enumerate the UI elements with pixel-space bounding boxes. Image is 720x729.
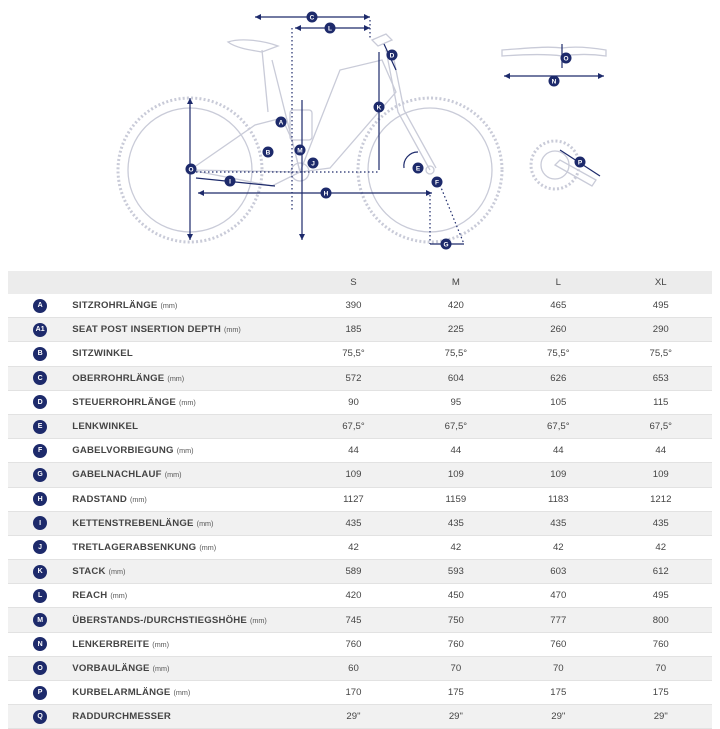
- badge-cell: [8, 342, 72, 366]
- value-size-l: 109: [507, 463, 609, 487]
- value-size-m: 750: [405, 608, 507, 632]
- header-size-l: L: [507, 271, 609, 294]
- measurement-label: GABELNACHLAUF: [72, 469, 162, 481]
- value-size-xl: 495: [610, 294, 713, 318]
- table-row: [8, 681, 712, 705]
- value-size-s: 589: [302, 560, 404, 584]
- measurement-label: SITZWINKEL: [72, 348, 133, 360]
- value-size-xl: 115: [610, 390, 713, 414]
- measurement-badge: I: [33, 516, 47, 530]
- measurement-label: SITZROHRLÄNGE: [72, 300, 158, 312]
- value-size-l: 465: [507, 294, 609, 318]
- table-row: [8, 318, 712, 342]
- value-size-xl: 290: [610, 318, 713, 342]
- marker-i: [225, 176, 236, 187]
- measurement-badge: F: [33, 444, 47, 458]
- value-size-xl: 70: [610, 656, 713, 680]
- value-size-s: 760: [302, 632, 404, 656]
- marker-f: [432, 177, 443, 188]
- table-row: [8, 656, 712, 680]
- value-size-l: 70: [507, 656, 609, 680]
- svg-text:L: L: [328, 25, 332, 33]
- marker-p: [575, 157, 586, 168]
- measurement-label-cell: [72, 535, 302, 559]
- svg-text:G: G: [443, 241, 449, 249]
- svg-text:N: N: [551, 78, 557, 86]
- table-row: [8, 705, 712, 729]
- measurement-label-cell: [72, 560, 302, 584]
- value-size-xl: 653: [610, 366, 713, 390]
- value-size-s: 109: [302, 463, 404, 487]
- svg-text:K: K: [376, 104, 382, 112]
- badge-cell: [8, 463, 72, 487]
- value-size-s: 435: [302, 511, 404, 535]
- value-size-s: 44: [302, 439, 404, 463]
- table-row: [8, 342, 712, 366]
- badge-cell: [8, 535, 72, 559]
- header-label: [72, 271, 302, 294]
- measurement-badge: E: [33, 420, 47, 434]
- badge-cell: [8, 608, 72, 632]
- measurement-unit: (mm): [179, 397, 196, 407]
- header-badge: [8, 271, 72, 294]
- measurement-unit: (mm): [152, 639, 170, 649]
- value-size-s: 420: [302, 584, 404, 608]
- value-size-m: 67,5°: [405, 414, 507, 438]
- measurement-label-cell: [72, 390, 302, 414]
- badge-cell: [8, 439, 72, 463]
- value-size-m: 435: [405, 511, 507, 535]
- value-size-m: 604: [405, 366, 507, 390]
- measurement-label-cell: [72, 705, 302, 729]
- value-size-m: 70: [405, 656, 507, 680]
- table-row: [8, 560, 712, 584]
- measurement-unit: (mm): [108, 567, 126, 577]
- table-row: [8, 439, 712, 463]
- value-size-l: 626: [507, 366, 609, 390]
- measurement-label-cell: [72, 463, 302, 487]
- value-size-s: 42: [302, 535, 404, 559]
- measurement-label: ÜBERSTANDS-/DURCHSTIEGSHÖHE: [72, 614, 247, 626]
- measurement-label-cell: [72, 366, 302, 390]
- measurement-unit: (mm): [250, 615, 267, 625]
- measurement-label-cell: [72, 294, 302, 318]
- value-size-m: 109: [405, 463, 507, 487]
- measurement-label: TRETLAGERABSENKUNG: [72, 541, 197, 553]
- measurement-label-cell: [72, 632, 302, 656]
- bike-drawing: [118, 34, 606, 242]
- value-size-m: 175: [405, 681, 507, 705]
- table-row: [8, 366, 712, 390]
- table-row: [8, 535, 712, 559]
- svg-text:P: P: [577, 159, 583, 167]
- marker-b: [263, 147, 274, 158]
- measurement-label: LENKERBREITE: [72, 638, 150, 650]
- value-size-s: 170: [302, 681, 404, 705]
- measurement-badge: B: [33, 347, 47, 361]
- badge-cell: [8, 656, 72, 680]
- badge-cell: [8, 511, 72, 535]
- measurement-unit: (mm): [199, 542, 217, 552]
- measurement-label: LENKWINKEL: [72, 421, 139, 433]
- measurement-label: KURBELARMLÄNGE: [72, 687, 171, 699]
- measurement-badge: P: [33, 686, 47, 700]
- measurement-badge: G: [33, 468, 47, 482]
- badge-cell: [8, 318, 72, 342]
- value-size-m: 1159: [405, 487, 507, 511]
- value-size-l: 470: [507, 584, 609, 608]
- badge-cell: [8, 681, 72, 705]
- marker-j: [308, 158, 319, 169]
- svg-text:B: B: [265, 149, 271, 157]
- measurement-badge: M: [33, 613, 47, 627]
- marker-h: [321, 188, 332, 199]
- value-size-l: 105: [507, 390, 609, 414]
- svg-text:O: O: [188, 166, 194, 174]
- measurement-unit: (mm): [173, 688, 191, 698]
- measurement-label-cell: [72, 414, 302, 438]
- marker-e: [413, 163, 424, 174]
- measurement-label: STACK: [72, 566, 106, 578]
- geometry-diagram: [0, 0, 720, 262]
- measurement-badge: H: [33, 492, 47, 506]
- measurement-label: STEUERROHRLÄNGE: [72, 396, 177, 408]
- measurement-label-cell: [72, 439, 302, 463]
- badge-cell: [8, 632, 72, 656]
- measurement-badge: N: [33, 637, 47, 651]
- measurement-unit: (mm): [176, 446, 194, 456]
- measurement-badge: C: [33, 371, 47, 385]
- value-size-l: 175: [507, 681, 609, 705]
- measurement-badge: Q: [33, 710, 47, 724]
- measurement-label: OBERROHRLÄNGE: [72, 372, 165, 384]
- table-row: [8, 463, 712, 487]
- header-size-xl: XL: [610, 271, 713, 294]
- value-size-m: 29": [405, 705, 507, 729]
- measurement-unit: (mm): [224, 325, 241, 335]
- table-row: [8, 511, 712, 535]
- value-size-s: 1127: [302, 487, 404, 511]
- value-size-l: 260: [507, 318, 609, 342]
- value-size-xl: 42: [610, 535, 713, 559]
- value-size-l: 67,5°: [507, 414, 609, 438]
- value-size-l: 75,5°: [507, 342, 609, 366]
- svg-text:H: H: [323, 190, 329, 198]
- value-size-m: 450: [405, 584, 507, 608]
- svg-text:M: M: [297, 147, 303, 155]
- value-size-xl: 800: [610, 608, 713, 632]
- value-size-s: 90: [302, 390, 404, 414]
- table-row: [8, 294, 712, 318]
- measurement-badge: J: [33, 540, 47, 554]
- table-row: [8, 632, 712, 656]
- badge-cell: [8, 294, 72, 318]
- svg-text:J: J: [311, 160, 315, 168]
- value-size-m: 44: [405, 439, 507, 463]
- value-size-xl: 760: [610, 632, 713, 656]
- table-row: [8, 608, 712, 632]
- measurement-unit: (mm): [196, 518, 214, 528]
- measurement-label: SEAT POST INSERTION DEPTH: [72, 324, 222, 336]
- marker-n: [549, 76, 560, 87]
- measurement-label-cell: [72, 656, 302, 680]
- value-size-l: 29": [507, 705, 609, 729]
- value-size-s: 29": [302, 705, 404, 729]
- table-row: [8, 584, 712, 608]
- svg-text:I: I: [229, 178, 231, 186]
- marker-g: [441, 239, 452, 250]
- svg-text:E: E: [415, 165, 421, 173]
- value-size-s: 60: [302, 656, 404, 680]
- measurement-badge: A1: [33, 323, 47, 337]
- value-size-xl: 44: [610, 439, 713, 463]
- value-size-l: 777: [507, 608, 609, 632]
- table-header-row: [8, 271, 712, 294]
- measurement-unit: (mm): [164, 470, 182, 480]
- table-row: [8, 487, 712, 511]
- value-size-m: 42: [405, 535, 507, 559]
- value-size-m: 95: [405, 390, 507, 414]
- marker-m: [295, 145, 306, 156]
- value-size-m: 593: [405, 560, 507, 584]
- measurement-label: VORBAULÄNGE: [72, 662, 150, 674]
- geometry-table: [8, 271, 712, 729]
- measurement-label: GABELVORBIEGUNG: [72, 445, 174, 457]
- value-size-xl: 175: [610, 681, 713, 705]
- value-size-s: 745: [302, 608, 404, 632]
- value-size-m: 75,5°: [405, 342, 507, 366]
- value-size-xl: 612: [610, 560, 713, 584]
- measurement-unit: (mm): [110, 591, 128, 601]
- value-size-l: 760: [507, 632, 609, 656]
- value-size-m: 420: [405, 294, 507, 318]
- svg-text:A: A: [278, 119, 284, 127]
- table-row: [8, 390, 712, 414]
- marker-c: [307, 12, 318, 23]
- header-size-m: M: [405, 271, 507, 294]
- value-size-xl: 1212: [610, 487, 713, 511]
- value-size-l: 603: [507, 560, 609, 584]
- measurement-badge: D: [33, 395, 47, 409]
- badge-cell: [8, 584, 72, 608]
- badge-cell: [8, 390, 72, 414]
- marker-a: [276, 117, 287, 128]
- measurement-label: REACH: [72, 590, 108, 602]
- measurement-label: RADDURCHMESSER: [72, 711, 172, 723]
- measurement-label-cell: [72, 511, 302, 535]
- measurement-unit: (mm): [160, 301, 178, 311]
- value-size-m: 760: [405, 632, 507, 656]
- value-size-s: 185: [302, 318, 404, 342]
- marker-o-stem: [561, 53, 572, 64]
- badge-cell: [8, 487, 72, 511]
- measurement-label-cell: [72, 342, 302, 366]
- value-size-xl: 75,5°: [610, 342, 713, 366]
- measurement-unit: (mm): [129, 494, 147, 504]
- value-size-l: 42: [507, 535, 609, 559]
- badge-cell: [8, 366, 72, 390]
- table-row: [8, 414, 712, 438]
- measurement-label-cell: [72, 608, 302, 632]
- measurement-label: RADSTAND: [72, 493, 127, 505]
- value-size-s: 572: [302, 366, 404, 390]
- value-size-xl: 495: [610, 584, 713, 608]
- measurement-label-cell: [72, 487, 302, 511]
- measurement-badge: O: [33, 661, 47, 675]
- value-size-xl: 29": [610, 705, 713, 729]
- measurement-badge: A: [33, 299, 47, 313]
- measurement-label-cell: [72, 681, 302, 705]
- value-size-l: 435: [507, 511, 609, 535]
- marker-d: [387, 50, 398, 61]
- badge-cell: [8, 560, 72, 584]
- measurement-label-cell: [72, 318, 302, 342]
- header-size-s: S: [302, 271, 404, 294]
- marker-o-wheel: [186, 164, 197, 175]
- value-size-s: 67,5°: [302, 414, 404, 438]
- measurement-unit: (mm): [152, 663, 170, 673]
- marker-k: [374, 102, 385, 113]
- measurement-badge: L: [33, 589, 47, 603]
- badge-cell: [8, 705, 72, 729]
- measurement-unit: (mm): [167, 373, 185, 383]
- table-body: [8, 294, 712, 729]
- marker-l: [325, 23, 336, 34]
- value-size-xl: 67,5°: [610, 414, 713, 438]
- value-size-l: 1183: [507, 487, 609, 511]
- value-size-xl: 435: [610, 511, 713, 535]
- svg-text:O: O: [563, 55, 569, 63]
- value-size-s: 75,5°: [302, 342, 404, 366]
- measurement-label: KETTENSTREBENLÄNGE: [72, 517, 194, 529]
- value-size-m: 225: [405, 318, 507, 342]
- svg-text:D: D: [389, 52, 395, 60]
- value-size-xl: 109: [610, 463, 713, 487]
- measurement-label-cell: [72, 584, 302, 608]
- measurement-badge: K: [33, 565, 47, 579]
- badge-cell: [8, 414, 72, 438]
- value-size-s: 390: [302, 294, 404, 318]
- svg-text:F: F: [435, 179, 439, 187]
- value-size-l: 44: [507, 439, 609, 463]
- svg-text:C: C: [309, 14, 315, 22]
